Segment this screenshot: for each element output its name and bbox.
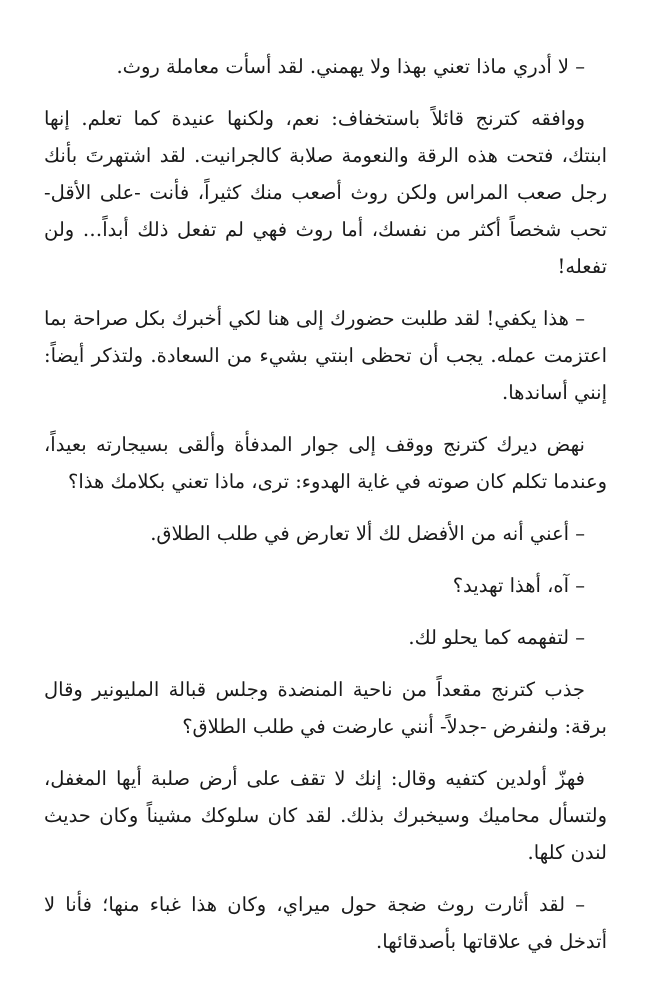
paragraph: نهض ديرك كترنج ووقف إلى جوار المدفأة وألقى بسيجارته بعيداً، وعندما تكلم كان صوته في غاية الهدوء: ترى، ماذا تعني بكلامك هذا؟ xyxy=(44,433,607,493)
paragraph: – هذا يكفي! لقد طلبت حضورك إلى هنا لكي أخبرك بكل صراحة بما اعتزمت عمله. يجب أن تحظى ابنتي بشيء من السعادة. ولتذكر أيضاً: إنني أساندها. xyxy=(44,307,607,404)
paragraph: – لتفهمه كما يحلو لك. xyxy=(408,626,585,649)
paragraph: – لقد أثارت روث ضجة حول ميراي، وكان هذا غباء منها؛ فأنا لا أتدخل في علاقاتها بأصدقائها. xyxy=(44,893,607,953)
paragraph: جذب كترنج مقعداً من ناحية المنضدة وجلس قبالة المليونير وقال برقة: ولنفرض -جدلاً- أنني عارضت في طلب الطلاق؟ xyxy=(44,678,607,738)
paragraph: – لا أدري ماذا تعني بهذا ولا يهمني. لقد أسأت معاملة روث. xyxy=(116,55,585,78)
paragraph: – آه، أهذا تهديد؟ xyxy=(452,574,585,597)
book-page xyxy=(44,48,607,975)
paragraph: ووافقه كترنج قائلاً باستخفاف: نعم، ولكنها عنيدة كما تعلم. إنها ابنتك، فتحت هذه الرقة والنعومة صلابة كالجرانيت. لقد اشتهرتَ بأنك رجل صعب المراس ولكن روث أصعب منك كثيراً، فأنت -على الأقل- تحب شخصاً أكثر من نفسك، أما روث فهي لم تفعل ذلك أبداً… ولن تفعله! xyxy=(44,107,607,278)
paragraph: فهزّ أولدين كتفيه وقال: إنك لا تقف على أرض صلبة أيها المغفل، ولتسأل محاميك وسيخبرك بذلك. لقد كان سلوكك مشيناً وكان حديث لندن كلها. xyxy=(44,767,607,864)
paragraph: – أعني أنه من الأفضل لك ألا تعارض في طلب الطلاق. xyxy=(150,522,585,545)
